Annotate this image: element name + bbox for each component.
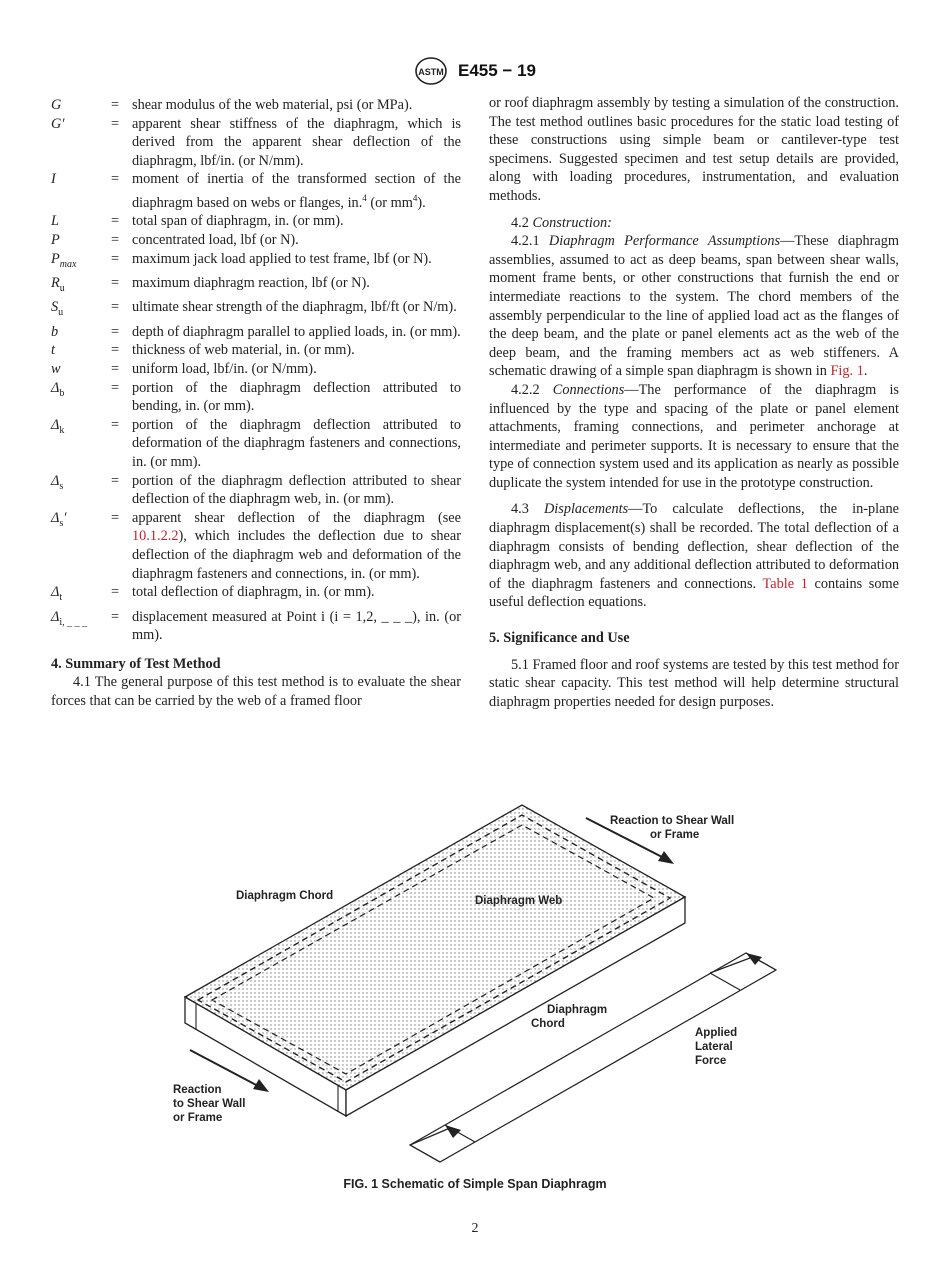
paragraph: 5.1 Framed floor and roof systems are tested by this test method for static shear capacity. This test method will help determine structural diaphragm properties needed for design purposes. [489, 656, 899, 710]
paragraph: 4.1 The general purpose of this test method is to evaluate the shear forces that can be carried by the web of a framed floor [51, 674, 461, 710]
definition-text: maximum jack load applied to test frame, lbf (or N). [132, 250, 432, 267]
page-number: 2 [471, 1221, 479, 1236]
symbol: t [51, 342, 55, 359]
definition-row: G′ = apparent shear stiffness of the diaphragm, which is derived from the apparent shear deflection of the diaphragm, lbf/in. (or N/mm). [51, 115, 461, 169]
arrow-head-icon [253, 1079, 269, 1092]
definition-text: portion of the diaphragm deflection attributed to bending, in. (or mm). [132, 379, 461, 415]
paragraph: 4.3 Displacements—To calculate deflections, the in-plane diaphragm displacement(s) shall be recorded. The total deflection of a diaphragm consists of bending deflection, shear deflection of the diaphragm web, and any additional deflection attributed to deformation of the diaphragm fasteners and connections. Table 1 contains some useful deflection equations. [489, 501, 899, 611]
symbol: $\Delta_t$ [51, 584, 63, 604]
symbol: b [51, 323, 59, 340]
definition-row: $\Delta_s$ = portion of the diaphragm deflection attributed to shear deflection of the diaphragm web, in. (or mm). [51, 472, 461, 508]
label-reaction-bottom-2: to Shear Wall [173, 1098, 246, 1110]
label-applied-2: Lateral [695, 1041, 733, 1053]
symbol: G [51, 97, 62, 113]
table-link[interactable]: Table 1 [762, 575, 808, 592]
symbol: $\Delta_b$ [51, 379, 65, 399]
label-reaction-bottom-3: or Frame [173, 1112, 223, 1124]
definition-text: total span of diaphragm, in. (or mm). [132, 213, 344, 230]
definition-text: uniform load, lbf/in. (or N/mm). [132, 361, 317, 378]
definition-text: shear modulus of the web material, psi (or MPa). [132, 97, 413, 113]
definition-row: G = shear modulus of the web material, psi (or MPa). [51, 96, 461, 115]
symbol: $\Delta_{i, \_ \_ \_}$ [51, 608, 88, 628]
symbol: $P_{max}$ [51, 250, 77, 270]
symbol: $\Delta_k$ [51, 416, 65, 436]
svg-text:ASTM: ASTM [418, 67, 444, 77]
symbol: P [51, 231, 60, 248]
definition-text: maximum diaphragm reaction, lbf (or N). [132, 274, 370, 291]
paragraph: 4.2.1 Diaphragm Performance Assumptions—These diaphragm assemblies, assumed to act as deep beams, span between shear walls, moment frame bents, or other constructions that furnish the end or intermediate reactions to the system. The chord members of the assembly perpendicular to the line of applied load act as the flanges of the deep beam, and the plate or panel elements act as the web of the deep beam, and the framing members act as web stiffeners. A schematic drawing of a simple span diaphragm is shown in Fig. 1. [489, 233, 900, 380]
definition-text: apparent shear deflection of the diaphragm (see 10.1.2.2), which includes the deflection due to shear deflection of the diaphragm web and deformation of the diaphragm fasteners and connections, in. (or mm). [132, 509, 461, 582]
definition-row: $\Delta_b$ = portion of the diaphragm deflection attributed to bending, in. (or mm). [51, 379, 461, 415]
symbol: G′ [51, 115, 65, 132]
section-link[interactable]: 10.1.2.2 [132, 528, 179, 545]
symbol: $S_u$ [51, 299, 64, 319]
paragraph: 4.2.2 Connections—The performance of the diaphragm is influenced by the type and spacing of the plate or panel element attachments, framing connections, and perimeter anchorage at intermediate and perimeter supports. It is necessary to ensure that the type of connection system used and its application as nearly as possible duplicate the system intended for use in the prototype construction. [489, 381, 899, 491]
definition-row: $P_{max}$ = maximum jack load applied to test frame, lbf (or N). [51, 250, 461, 274]
diaphragm-schematic [150, 800, 790, 1170]
definition-row: $\Delta_k$ = portion of the diaphragm deflection attributed to deformation of the diaphragm fasteners and connections, in. (or mm). [51, 416, 461, 471]
label-applied-3: Force [695, 1055, 727, 1067]
definition-row: L = total span of diaphragm, in. (or mm). [51, 212, 461, 231]
symbol: $R_u$ [51, 274, 65, 294]
definition-row: I = moment of inertia of the transformed section of the diaphragm based on webs or flanges, in.$^4$ (or $mm^4$). [51, 171, 461, 211]
paragraph: 4.2 Construction: [511, 214, 612, 231]
definition-text: depth of diaphragm parallel to applied loads, in. (or mm). [132, 323, 461, 340]
definition-text: moment of inertia of the transformed section of the diaphragm based on webs or flanges, in.$^4$ (or $mm^4$). [132, 171, 461, 211]
astm-logo-icon [414, 56, 448, 86]
figure-caption: FIG. 1 Schematic of Simple Span Diaphragm [343, 1177, 607, 1191]
definition-row: $\Delta_s'$ = apparent shear deflection of the diaphragm (see 10.1.2.2), which includes the deflection due to shear deflection of the diaphragm web and deformation of the diaphragm fasteners and connections, in. (or mm). [51, 509, 461, 582]
definition-row: P = concentrated load, lbf (or N). [51, 231, 461, 250]
definition-text: ultimate shear strength of the diaphragm, lbf/ft (or N/m). [132, 299, 457, 316]
right-column [489, 94, 899, 711]
definition-row: $R_u$ = maximum diaphragm reaction, lbf (or N). [51, 274, 461, 298]
arrow-head-icon [658, 851, 674, 864]
label-chord-bottom: Diaphragm [547, 1004, 608, 1016]
definition-text: thickness of web material, in. (or mm). [132, 342, 355, 359]
label-applied: Applied [695, 1027, 738, 1039]
force-arrow-icon [445, 1125, 461, 1138]
definition-text: total deflection of diaphragm, in. (or mm). [132, 584, 375, 601]
section-heading: 4. Summary of Test Method [51, 655, 221, 672]
symbol-definitions [51, 96, 461, 645]
label-chord-top: Diaphragm Chord [236, 890, 334, 902]
definition-text: displacement measured at Point i (i = 1,2, _ _ _), in. (or mm). [132, 608, 461, 644]
definition-text: concentrated load, lbf (or N). [132, 231, 299, 248]
definition-row: $S_u$ = ultimate shear strength of the diaphragm, lbf/ft (or N/m). [51, 298, 461, 322]
symbol: L [51, 213, 59, 230]
definition-row: $\Delta_{i, \_ \_ \_}$ = displacement measured at Point i (i = 1,2, _ _ _), in. (or mm). [51, 608, 461, 644]
definition-text: portion of the diaphragm deflection attributed to deformation of the diaphragm fasteners and connections, in. (or mm). [132, 416, 461, 471]
symbol: I [51, 171, 56, 188]
document-designation: E455 − 19 [458, 61, 536, 80]
figure-link[interactable]: Fig. 1 [830, 363, 864, 380]
definition-text: apparent shear stiffness of the diaphragm, which is derived from the apparent shear deflection of the diaphragm, lbf/in. (or N/mm). [132, 115, 461, 169]
definition-row: t = thickness of web material, in. (or mm). [51, 341, 461, 360]
page-header [0, 56, 950, 86]
label-chord-bottom-2: Chord [531, 1018, 565, 1030]
label-reaction-top: Reaction to Shear Wall [610, 815, 735, 827]
symbol: $\Delta_s'$ [51, 509, 67, 529]
left-column [51, 96, 461, 711]
paragraph: or roof diaphragm assembly by testing a simulation of the construction. The test method outlines basic procedures for the static load testing of these constructions using simple beam or cantilever-type test specimens. Suggested specimen and test setup details are provided, along with loading procedures, instrumentation, and evaluation methods. [489, 95, 899, 204]
label-reaction-bottom: Reaction [173, 1084, 222, 1096]
symbol: $\Delta_s$ [51, 472, 64, 492]
definition-text: portion of the diaphragm deflection attributed to shear deflection of the diaphragm web, in. (or mm). [132, 472, 461, 508]
label-reaction-top-2: or Frame [650, 829, 700, 841]
label-web: Diaphragm Web [475, 895, 563, 907]
section-heading: 5. Significance and Use [489, 630, 630, 647]
symbol: w [51, 361, 61, 378]
definition-row: w = uniform load, lbf/in. (or N/mm). [51, 360, 461, 379]
definition-row: b = depth of diaphragm parallel to applied loads, in. (or mm). [51, 323, 461, 340]
definition-row: $\Delta_t$ = total deflection of diaphragm, in. (or mm). [51, 583, 461, 607]
